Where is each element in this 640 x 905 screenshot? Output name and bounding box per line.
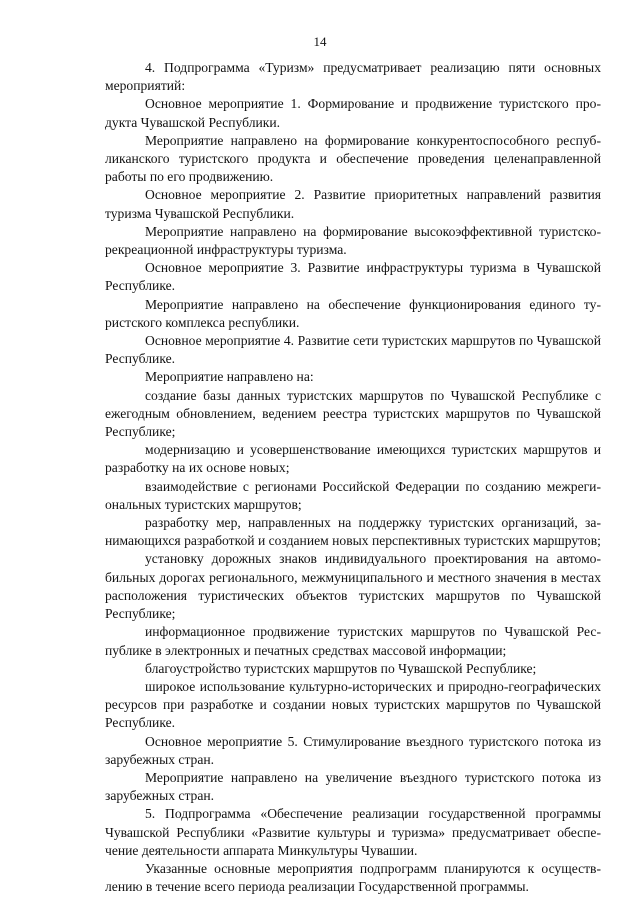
list-item-road-signs: установку дорожных знаков индивидуального проектирования на автомобильных дорогах регионального, межмуниципального и местного значения в местах расположения туристических объектов туристских маршрутов по Чувашской Республике;	[105, 551, 601, 622]
paragraph-conclusion: Указанные основные мероприятия подпрограмм планируются к осуществлению в течение всего периода реализации Государственной программы.	[105, 860, 601, 895]
paragraph-subprogram-5: 5. Подпрограмма «Обеспечение реализации государственной программы Чувашской Республики «Развитие культуры и туризма» предусматривает обеспечение деятельности аппарата Минкультуры Чувашии.	[105, 806, 601, 858]
paragraph-main-activity-5: Основное мероприятие 5. Стимулирование въездного туристского потока из зарубежных стран.	[105, 733, 601, 767]
list-item-database: создание базы данных туристских маршрутов по Чувашской Республике с ежегодным обновлением, ведением реестра туристских маршрутов по Чувашской Республике;	[105, 387, 601, 440]
paragraph-activity-2-description: Мероприятие направлено на формирование высокоэффективной туристско-рекреационной инфраструктуры туризма.	[105, 223, 601, 258]
paragraph-activity-1-description: Мероприятие направлено на формирование конкурентоспособного республиканского туристского продукта и обеспечение проведения целенаправленной работы по его продвижению.	[105, 132, 601, 185]
paragraph-activity-5-description: Мероприятие направлено на увеличение въездного туристского потока из зарубежных стран.	[105, 769, 601, 804]
paragraph-main-activity-4: Основное мероприятие 4. Развитие сети туристских маршрутов по Чувашской Республике.	[105, 333, 601, 367]
list-item-interregional: взаимодействие с регионами Российской Федерации по созданию межрегиональных туристских маршрутов;	[105, 478, 601, 512]
list-item-resources-use: широкое использование культурно-исторических и природно-географических ресурсов при разработке и создании новых туристских маршрутов по Чувашской Республике.	[105, 678, 601, 731]
paragraph-activity-3-description: Мероприятие направлено на обеспечение функционирования единого туристского комплекса республики.	[105, 296, 601, 330]
paragraph-activity-4-intro: Мероприятие направлено на:	[145, 369, 314, 385]
list-item-info-promotion: информационное продвижение туристских маршрутов по Чувашской Республике в электронных и печатных средствах массовой информации;	[105, 624, 601, 658]
list-item-support-measures: разработку мер, направленных на поддержку туристских организаций, занимающихся разработкой и созданием новых перспективных туристских маршрутов;	[105, 515, 601, 549]
page-number: 14	[313, 34, 327, 49]
paragraph-subprogram-4-intro: 4. Подпрограмма «Туризм» предусматривает реализацию пяти основных мероприятий:	[105, 60, 601, 94]
list-item-modernization: модернизацию и усовершенствование имеющихся туристских маршрутов и разработку на их основе новых;	[105, 442, 601, 476]
list-item-improvement: благоустройство туристских маршрутов по Чувашской Республике;	[145, 660, 537, 676]
paragraph-main-activity-2: Основное мероприятие 2. Развитие приоритетных направлений развития туризма Чувашской Республики.	[105, 187, 601, 221]
paragraph-main-activity-3: Основное мероприятие 3. Развитие инфраструктуры туризма в Чувашской Республике.	[105, 260, 601, 294]
document-body	[105, 59, 601, 896]
paragraph-main-activity-1: Основное мероприятие 1. Формирование и продвижение туристского продукта Чувашской Республики.	[105, 96, 601, 130]
